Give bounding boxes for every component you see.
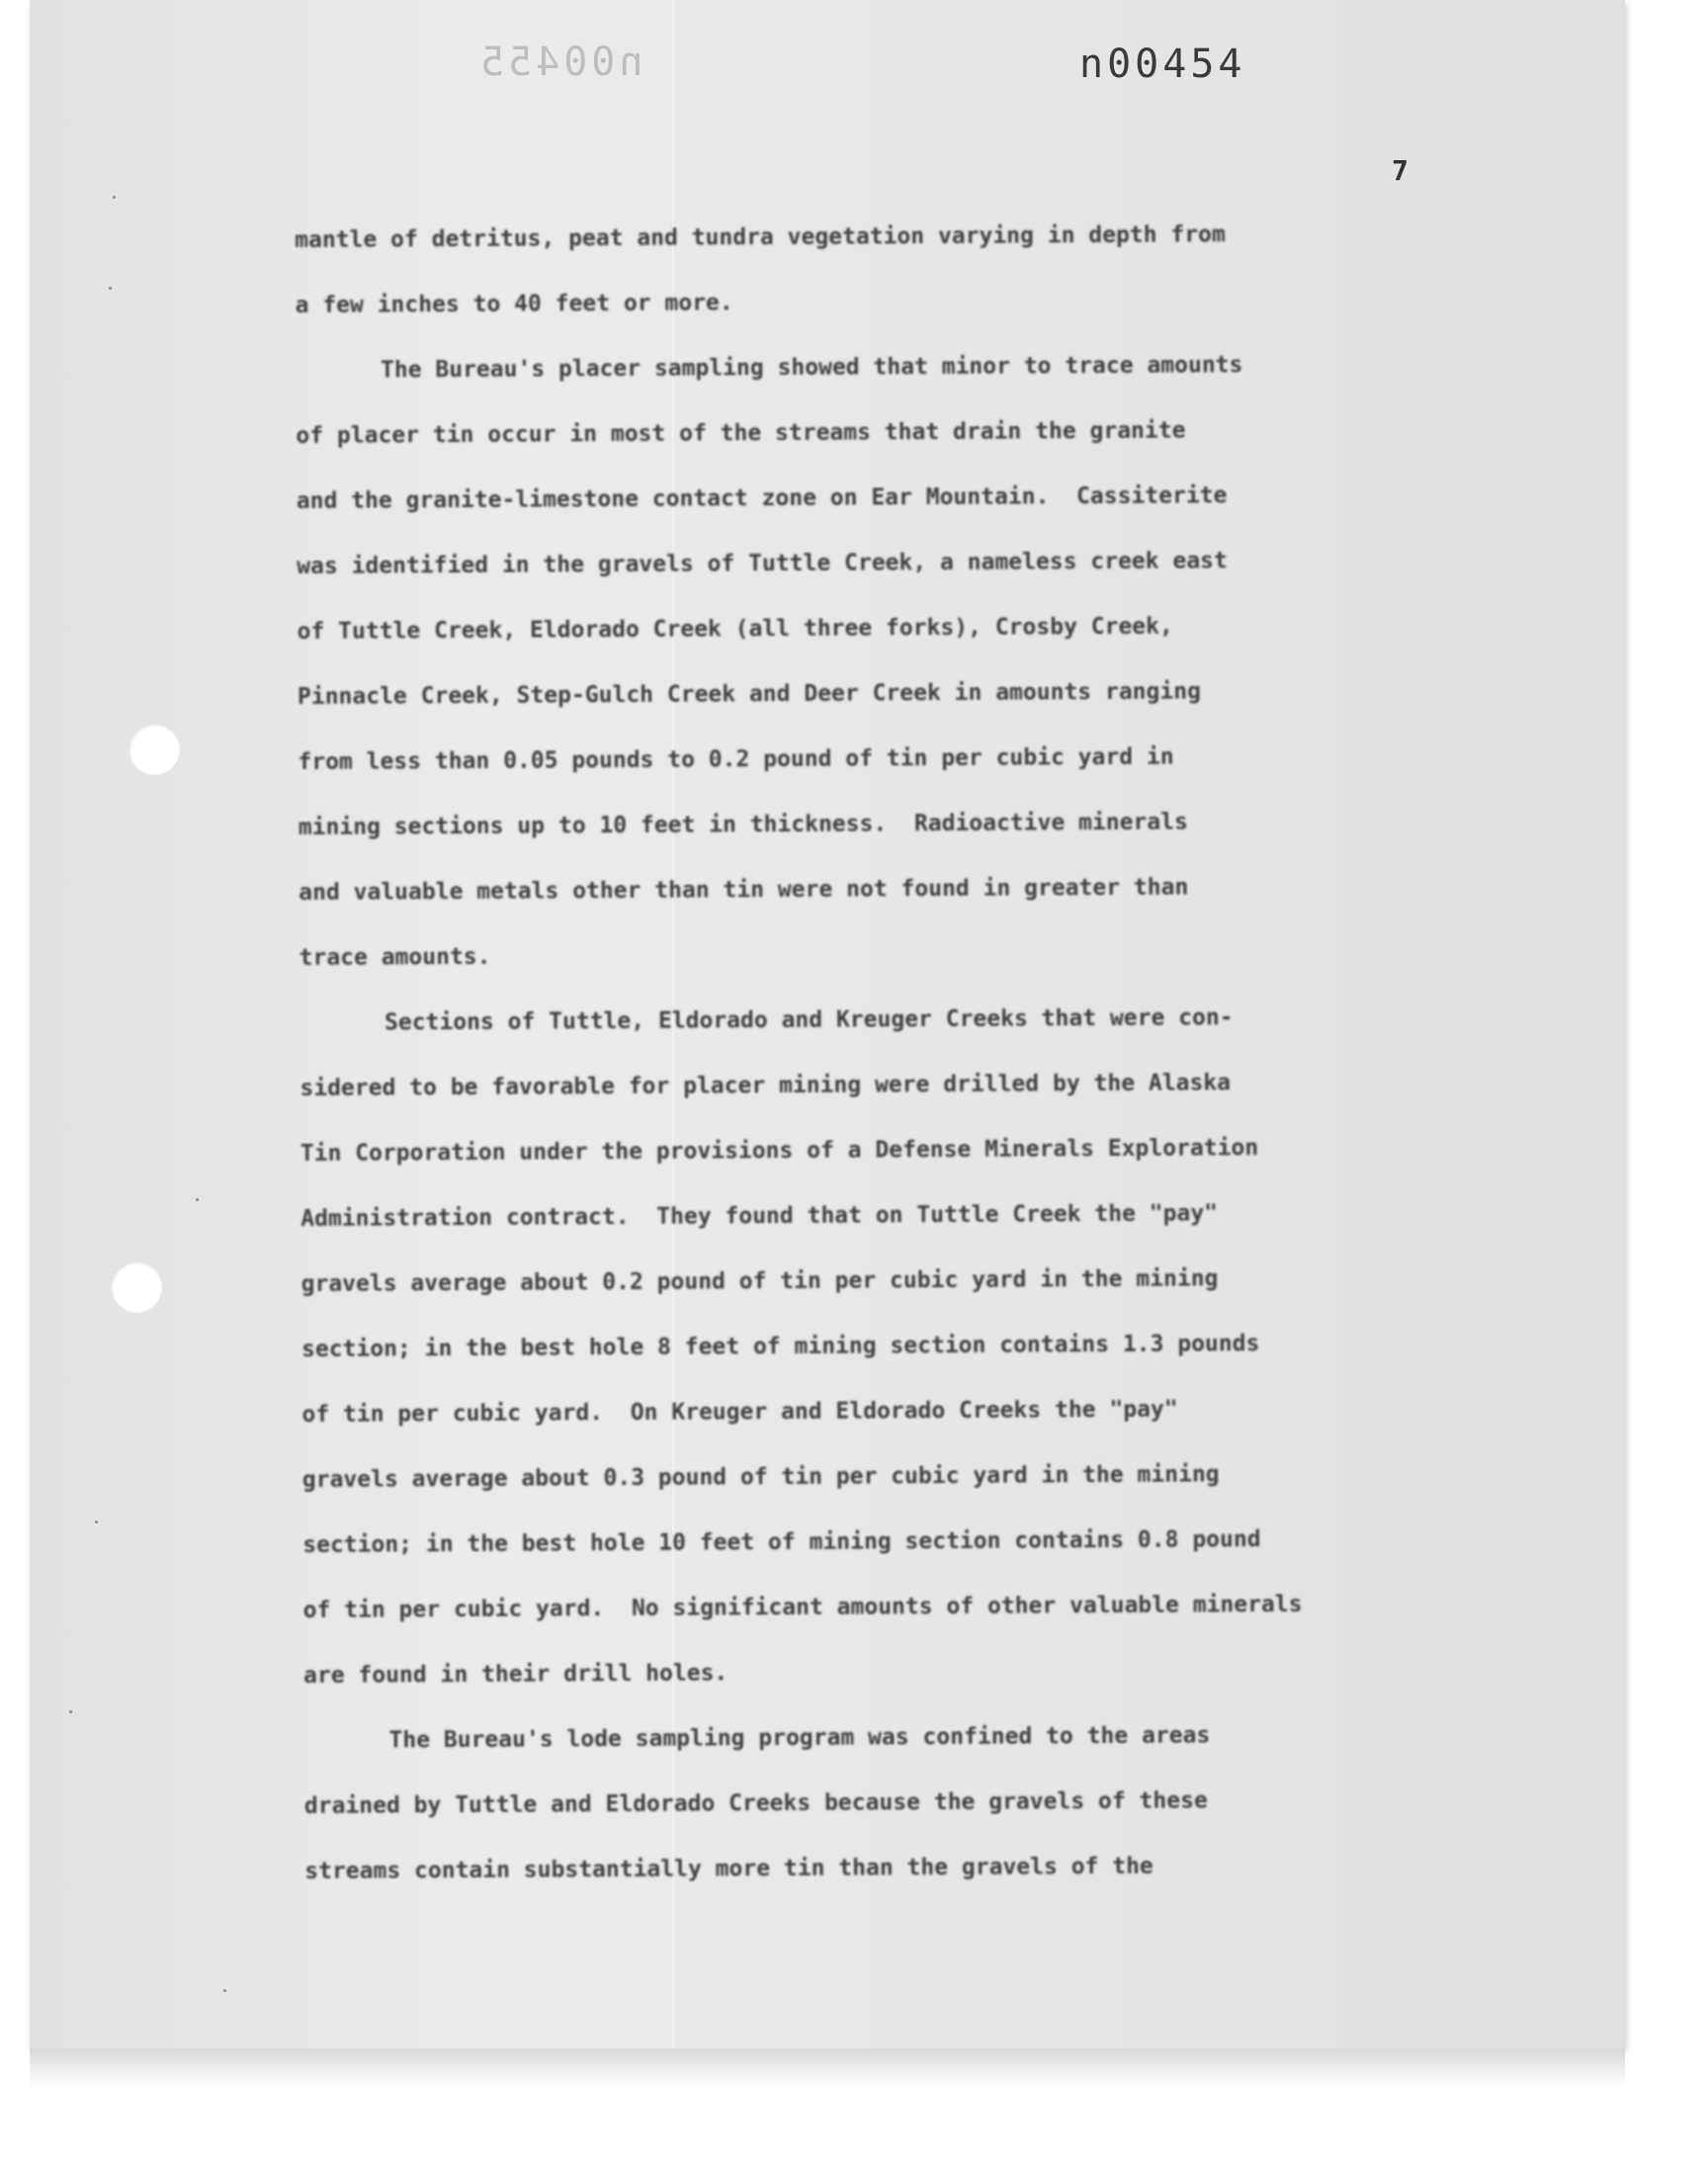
text-line: trace amounts. xyxy=(299,943,491,971)
text-line: Pinnacle Creek, Step-Gulch Creek and Deer Creek in amounts ranging xyxy=(297,678,1202,710)
text-line: of Tuttle Creek, Eldorado Creek (all three forks), Crosby Creek, xyxy=(297,613,1173,645)
page-number: 7 xyxy=(1392,154,1409,187)
text-line: gravels average about 0.2 pound of tin per cubic yard in the mining xyxy=(300,1265,1219,1297)
text-line: from less than 0.05 pounds to 0.2 pound of tin per cubic yard in xyxy=(298,743,1174,775)
scan-speck xyxy=(223,1989,226,1992)
page-bottom-edge xyxy=(30,2048,1625,2090)
scan-speck xyxy=(196,1198,199,1201)
text-line: section; in the best hole 8 feet of mining section contains 1.3 pounds xyxy=(300,1331,1260,1362)
text-line: of tin per cubic yard. On Kreuger and Eldorado Creeks the "pay" xyxy=(301,1396,1178,1428)
text-line: section; in the best hole 10 feet of mining section contains 0.8 pound xyxy=(302,1526,1261,1558)
scanned-page xyxy=(30,0,1625,2048)
text-line: drained by Tuttle and Eldorado Creeks because the gravels of these xyxy=(303,1787,1208,1819)
text-line: gravels average about 0.3 pound of tin per cubic yard in the mining xyxy=(301,1461,1220,1493)
body-text xyxy=(295,200,1540,1904)
text-line: mantle of detritus, peat and tundra vegetation varying in depth from xyxy=(295,221,1226,253)
text-line: and valuable metals other than tin were not found in greater than xyxy=(299,874,1189,906)
text-line: Sections of Tuttle, Eldorado and Kreuger Creeks that were con- xyxy=(384,1004,1234,1036)
document-number: n00454 xyxy=(1079,42,1246,87)
text-line: and the granite-limestone contact zone on Ear Mountain. Cassiterite xyxy=(296,482,1228,514)
scan-speck xyxy=(95,1521,98,1523)
text-line: streams contain substantially more tin than the gravels of the xyxy=(304,1853,1153,1884)
bleed-through-document-number: n00455 xyxy=(476,40,643,85)
punch-hole-upper xyxy=(128,724,180,775)
scan-speck xyxy=(113,196,116,199)
scan-speck xyxy=(109,287,112,290)
text-line: mining sections up to 10 feet in thickness. Radioactive minerals xyxy=(298,809,1188,840)
text-line: sidered to be favorable for placer mining were drilled by the Alaska xyxy=(299,1070,1232,1101)
text-line: a few inches to 40 feet or more. xyxy=(295,290,733,318)
text-line: was identified in the gravels of Tuttle Creek, a nameless creek east xyxy=(297,548,1228,579)
text-line: are found in their drill holes. xyxy=(302,1660,728,1689)
text-line: of tin per cubic yard. No significant amounts of other valuable minerals xyxy=(302,1591,1303,1623)
punch-hole-lower xyxy=(111,1262,162,1313)
text-line: The Bureau's placer sampling showed that minor to trace amounts xyxy=(380,352,1243,384)
text-line: Tin Corporation under the provisions of a Defense Minerals Exploration xyxy=(299,1135,1259,1167)
scan-speck xyxy=(69,1710,72,1713)
text-line: of placer tin occur in most of the streams that drain the granite xyxy=(296,417,1186,449)
text-line: Administration contract. They found that on Tuttle Creek the "pay" xyxy=(300,1200,1219,1232)
text-line: The Bureau's lode sampling program was confined to the areas xyxy=(388,1722,1211,1754)
